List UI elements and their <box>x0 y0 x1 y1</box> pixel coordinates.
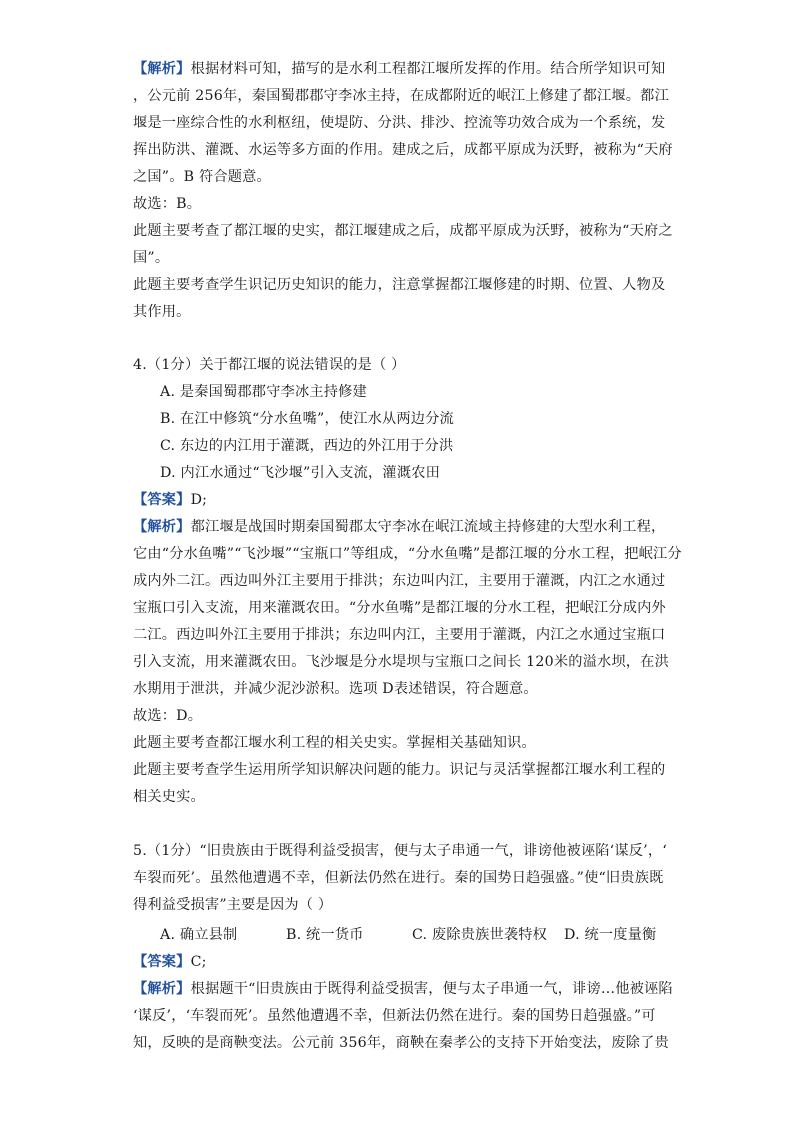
answer-value: C; <box>190 954 207 970</box>
choice-line: 故选：D。 <box>133 708 203 724</box>
analysis-line: 知，反映的是商鞅变法。公元前 356年，商鞅在秦孝公的支持下开始变法，废除了贵 <box>133 1035 669 1051</box>
note-line: 国”。 <box>133 250 170 266</box>
note-line: 此题主要考查学生运用所学知识解决问题的能力。识记与灵活掌握都江堰水利工程的 <box>133 762 666 778</box>
answer-value: D; <box>190 492 208 508</box>
answer-line <box>133 952 207 972</box>
analysis-line: ，公元前 256年，秦国蜀郡郡守李冰主持，在成都附近的岷江上修建了都江堰。都江 <box>133 88 669 104</box>
question-5-option-b: B. 统一货币 <box>286 927 364 943</box>
question-5-option-a: A. 确立县制 <box>160 927 238 943</box>
question-5-option-c: C. 废除贵族世袭特权 <box>412 927 548 943</box>
analysis-tag: 【解析】 <box>133 61 191 77</box>
analysis-text: 根据材料可知，描写的是水利工程都江堰所发挥的作用。结合所学知识可知 <box>190 61 666 77</box>
analysis-text: 根据题干“旧贵族由于既得利益受损害，便与太子串通一气，诽谤…他被诬陷 <box>190 981 673 997</box>
analysis-line: 挥出防洪、灌溉、水运等多方面的作用。建成之后，成都平原成为沃野，被称为“天府 <box>133 142 673 158</box>
note-line: 此题主要考查学生识记历史知识的能力，注意掌握都江堰修建的时期、位置、人物及 <box>133 277 666 293</box>
analysis-line: ‘谋反’，‘车裂而死’。虽然他遭遇不幸，但新法仍然在进行。秦的国势日趋强盛。”可 <box>133 1008 656 1024</box>
question-4-option-a: A. 是秦国蜀郡郡守李冰主持修建 <box>160 384 367 400</box>
analysis-tag: 【解析】 <box>133 981 191 997</box>
analysis-line: 二江。西边叫外江主要用于排洪；东边叫内江，主要用于灌溉，内江之水通过宝瓶口 <box>133 627 666 643</box>
question-5-options <box>160 925 680 945</box>
note-line: 此题主要考查了都江堰的史实，都江堰建成之后，成都平原成为沃野，被称为“天府之 <box>133 223 673 239</box>
choice-line: 故选：B。 <box>133 196 202 212</box>
analysis-tag: 【解析】 <box>133 519 191 535</box>
question-5-option-d: D. 统一度量衡 <box>564 927 657 943</box>
question-4-option-d: D. 内江水通过“飞沙堰”引入支流，灌溉农田 <box>160 465 440 481</box>
analysis-line: 之国”。B 符合题意。 <box>133 169 271 185</box>
question-4-option-c: C. 东边的内江用于灌溉，西边的外江用于分洪 <box>160 438 454 454</box>
question-5-stem: 车裂而死’。虽然他遭遇不幸，但新法仍然在进行。秦的国势日趋强盛。”使“旧贵族既 <box>133 870 664 886</box>
question-4-option-b: B. 在江中修筑“分水鱼嘴”，使江水从两边分流 <box>160 411 454 427</box>
analysis-line: 宝瓶口引入支流，用来灌溉农田。“分水鱼嘴”是都江堰的分水工程，把岷江分成内外 <box>133 600 666 616</box>
note-line: 此题主要考查都江堰水利工程的相关史实。掌握相关基础知识。 <box>133 735 536 751</box>
question-4-stem: 4.（1分）关于都江堰的说法错误的是（ ） <box>133 357 406 373</box>
analysis-line: 成内外二江。西边叫外江主要用于排洪；东边叫内江，主要用于灌溉，内江之水通过 <box>133 573 666 589</box>
answer-tag: 【答案】 <box>133 954 191 970</box>
analysis-line: 它由“分水鱼嘴”“飞沙堰”“宝瓶口”等组成，“分水鱼嘴”是都江堰的分水工程，把岷江分 <box>133 546 682 562</box>
note-line: 其作用。 <box>133 304 191 320</box>
analysis-line <box>133 59 665 79</box>
note-line: 相关史实。 <box>133 789 205 805</box>
question-5-stem: 得利益受损害”主要是因为（ ） <box>133 897 333 913</box>
analysis-line <box>133 979 673 999</box>
analysis-line: 水期用于泄洪，并减少泥沙淤积。选项 D表述错误，符合题意。 <box>133 681 538 697</box>
analysis-line: 引入支流，用来灌溉农田。飞沙堰是分水堤坝与宝瓶口之间长 120米的溢水坝，在洪 <box>133 654 669 670</box>
answer-tag: 【答案】 <box>133 492 191 508</box>
analysis-text: 都江堰是战国时期秦国蜀郡太守李冰在岷江流域主持修建的大型水利工程， <box>190 519 666 535</box>
analysis-line: 堰是一座综合性的水利枢纽，使堤防、分洪、排沙、控流等功效合成为一个系统，发 <box>133 115 666 131</box>
analysis-line <box>133 517 665 537</box>
question-5-stem: 5.（1分）“旧贵族由于既得利益受损害，便与太子串通一气，诽谤他被诬陷‘谋反’，‘ <box>133 843 667 859</box>
answer-line <box>133 490 207 510</box>
